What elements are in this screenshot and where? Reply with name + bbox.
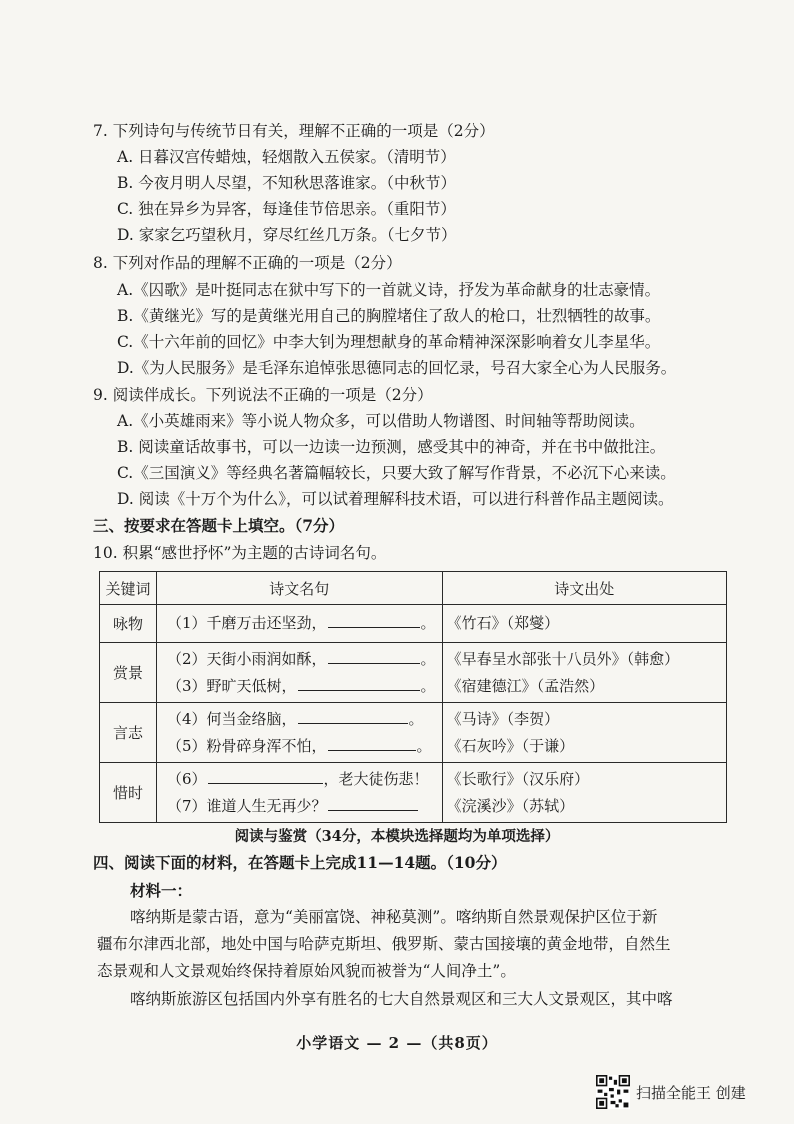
q8-option-d: D.《为人民服务》是毛泽东追悼张思德同志的回忆录，号召大家全心为人民服务。 xyxy=(117,359,677,377)
material-1-line-2: 疆布尔津西北部，地处中国与哈萨克斯坦、俄罗斯、蒙古国接壤的黄金地带，自然生 xyxy=(97,935,671,953)
poem-table xyxy=(99,571,727,823)
source-3: 《宿建德江》（孟浩然） xyxy=(446,676,605,695)
source-cell xyxy=(442,605,726,643)
line-3-text: （3）野旷天低树， xyxy=(167,676,297,695)
lines-cell xyxy=(157,605,443,643)
lines-cell xyxy=(157,643,443,703)
q8-option-a: A.《囚歌》是叶挺同志在狱中写下的一首就义诗，抒发为革命献身的壮志豪情。 xyxy=(117,281,661,299)
q9-option-b: B. 阅读童话故事书，可以一边读一边预测，感受其中的神奇，并在书中做批注。 xyxy=(117,438,666,456)
source-1: 《竹石》（郑燮） xyxy=(446,614,560,632)
source-5: 《石灰吟》（于谦） xyxy=(446,736,575,755)
answer-blank-2[interactable] xyxy=(328,648,420,664)
q7-option-a: A. 日暮汉宫传蜡烛，轻烟散入五侯家。（清明节） xyxy=(117,148,456,166)
line-7-text: （7）谁道人生无再少？ xyxy=(167,796,327,815)
keyword-cell: 言志 xyxy=(100,703,157,763)
section-4-heading: 四、阅读下面的材料，在答题卡上完成11—14题。（10分） xyxy=(93,853,507,872)
answer-blank-3[interactable] xyxy=(298,675,420,691)
line-2-end: 。 xyxy=(420,649,436,668)
section-3-heading: 三、按要求在答题卡上填空。（7分） xyxy=(93,516,345,535)
lines-cell xyxy=(157,763,443,823)
line-5-text: （5）粉骨碎身浑不怕， xyxy=(167,736,327,755)
lines-cell xyxy=(157,703,443,763)
source-cell xyxy=(442,643,726,703)
q9-stem: 9. 阅读伴成长。下列说法不正确的一项是（2分） xyxy=(93,386,433,404)
table-row-xishi xyxy=(100,763,727,823)
qr-code-icon xyxy=(596,1075,630,1109)
q9-option-c: C.《三国演义》等经典名著篇幅较长，只要大致了解写作背景，不必沉下心来读。 xyxy=(117,464,676,482)
source-4: 《马诗》（李贺） xyxy=(446,709,560,728)
material-1-line-3: 态景观和人文景观始终保持着原始风貌而被誉为“人间净土”。 xyxy=(97,962,516,980)
answer-blank-1[interactable] xyxy=(328,612,420,628)
table-header-row xyxy=(100,572,727,605)
table-row-yanzhi xyxy=(100,703,727,763)
header-lines: 诗文名句 xyxy=(157,572,443,605)
scanner-label: 扫描全能王 创建 xyxy=(636,1083,746,1102)
q7-option-c: C. 独在异乡为异客，每逢佳节倍思亲。（重阳节） xyxy=(117,200,456,218)
line-6-end: ，老大徒伤悲！ xyxy=(323,769,429,788)
q10-stem: 10. 积累“感世抒怀”为主题的古诗词名句。 xyxy=(93,544,387,562)
answer-blank-4[interactable] xyxy=(298,708,408,724)
q7-stem: 7. 下列诗句与传统节日有关，理解不正确的一项是（2分） xyxy=(93,122,495,140)
q8-option-b: B.《黄继光》写的是黄继光用自己的胸膛堵住了敌人的枪口，壮烈牺牲的故事。 xyxy=(117,307,661,325)
line-5-end: 。 xyxy=(416,736,432,755)
header-source: 诗文出处 xyxy=(442,572,726,605)
material-1-line-1: 喀纳斯是蒙古语，意为“美丽富饶、神秘莫测”。喀纳斯自然景观保护区位于新 xyxy=(130,908,658,926)
answer-blank-7[interactable] xyxy=(328,795,418,811)
answer-blank-6[interactable] xyxy=(208,768,323,784)
keyword-cell: 赏景 xyxy=(100,643,157,703)
q9-option-d: D. 阅读《十万个为什么》，可以试着理解科技术语，可以进行科普作品主题阅读。 xyxy=(117,490,674,508)
material-1-para-2: 喀纳斯旅游区包括国内外享有胜名的七大自然景观区和三大人文景观区，其中喀 xyxy=(130,990,673,1008)
material-1-label: 材料一： xyxy=(130,881,193,900)
source-7: 《浣溪沙》（苏轼） xyxy=(446,796,575,815)
page-footer: 小学语文 — 2 —（共8页） xyxy=(296,1034,498,1052)
source-2: 《早春呈水部张十八员外》（韩愈） xyxy=(446,649,680,668)
answer-blank-5[interactable] xyxy=(328,735,416,751)
q8-stem: 8. 下列对作品的理解不正确的一项是（2分） xyxy=(93,254,402,272)
line-4-end: 。 xyxy=(408,709,424,728)
q9-option-a: A.《小英雄雨来》等小说人物众多，可以借助人物谱图、时间轴等帮助阅读。 xyxy=(117,412,645,430)
source-6: 《长歌行》（汉乐府） xyxy=(446,769,590,788)
line-4-text: （4）何当金络脑， xyxy=(167,709,297,728)
source-cell xyxy=(442,763,726,823)
line-2-text: （2）天街小雨润如酥， xyxy=(167,649,327,668)
q8-option-c: C.《十六年前的回忆》中李大钊为理想献身的革命精神深深影响着女儿李星华。 xyxy=(117,333,661,351)
keyword-cell: 咏物 xyxy=(100,605,157,643)
source-cell xyxy=(442,703,726,763)
q7-option-b: B. 今夜月明人尽望，不知秋思落谁家。（中秋节） xyxy=(117,174,456,192)
line-3-end: 。 xyxy=(420,676,436,695)
line-1-end: 。 xyxy=(420,614,436,632)
q7-option-d: D. 家家乞巧望秋月，穿尽红丝几万条。（七夕节） xyxy=(117,226,457,244)
table-row-yongwu xyxy=(100,605,727,643)
header-keyword: 关键词 xyxy=(100,572,157,605)
keyword-cell: 惜时 xyxy=(100,763,157,823)
reading-module-header: 阅读与鉴赏（34分，本模块选择题均为单项选择） xyxy=(234,828,560,845)
line-1-text: （1）千磨万击还坚劲， xyxy=(167,614,327,632)
line-6-text: （6） xyxy=(167,769,207,788)
scanner-watermark xyxy=(596,1074,746,1110)
table-row-shangjing xyxy=(100,643,727,703)
